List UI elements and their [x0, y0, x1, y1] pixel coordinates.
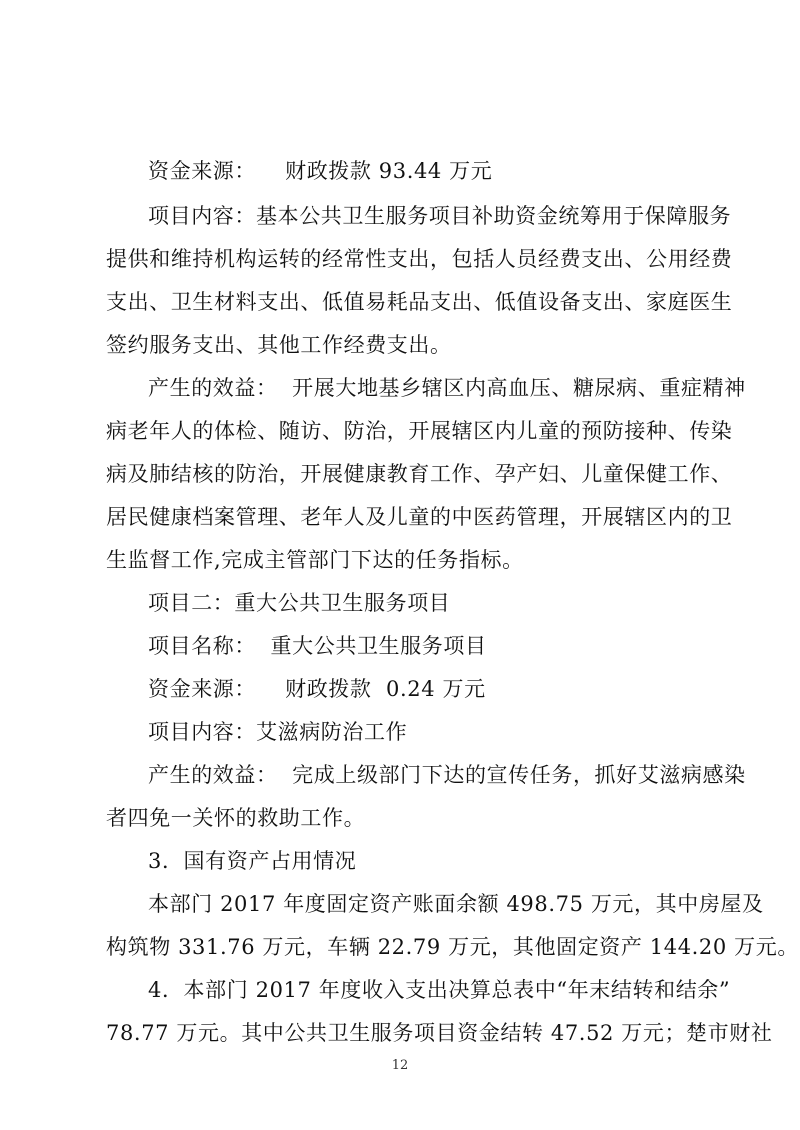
body-text-line: 者四免一关怀的救助工作。 [106, 806, 366, 830]
project-content-line: 项目内容：基本公共卫生服务项目补助资金统筹用于保障服务 [148, 204, 732, 228]
body-text-line: 病及肺结核的防治，开展健康教育工作、孕产妇、儿童保健工作、 [106, 462, 733, 486]
asset-text-line: 本部门 2017 年度固定资产账面余额 498.75 万元，其中房屋及 [148, 892, 764, 916]
body-text-line: 居民健康档案管理、老年人及儿童的中医药管理，开展辖区内的卫 [106, 505, 733, 529]
asset-text-line: 构筑物 331.76 万元，车辆 22.79 万元，其他固定资产 144.20 万元。 [106, 935, 799, 959]
funding-source-line: 资金来源： 财政拨款 93.44 万元 [148, 159, 493, 183]
project-name-line: 项目名称： 重大公共卫生服务项目 [148, 634, 487, 658]
funding-source-line: 资金来源： 财政拨款 0.24 万元 [148, 677, 486, 701]
page-number: 12 [391, 1058, 409, 1073]
body-text-line: 生监督工作,完成主管部门下达的任务指标。 [106, 548, 524, 572]
project-content-line: 项目内容：艾滋病防治工作 [148, 720, 408, 744]
body-text-line: 78.77 万元。其中公共卫生服务项目资金结转 47.52 万元；楚市财社 [106, 1021, 773, 1045]
project-two-heading: 项目二：重大公共卫生服务项目 [148, 591, 451, 615]
body-text-line: 病老年人的体检、随访、防治，开展辖区内儿童的预防接种、传染 [106, 419, 733, 443]
body-text-line: 签约服务支出、其他工作经费支出。 [106, 333, 452, 357]
benefit-line: 产生的效益： 开展大地基乡辖区内高血压、糖尿病、重症精神 [148, 376, 746, 400]
benefit-line: 产生的效益： 完成上级部门下达的宣传任务，抓好艾滋病感染 [148, 763, 746, 787]
section-heading: 4．本部门 2017 年度收入支出决算总表中“年末结转和结余” [148, 978, 731, 1002]
body-text-line: 提供和维持机构运转的经常性支出，包括人员经费支出、公用经费 [106, 247, 733, 271]
section-heading: 3．国有资产占用情况 [148, 849, 357, 873]
body-text-line: 支出、卫生材料支出、低值易耗品支出、低值设备支出、家庭医生 [106, 290, 733, 314]
